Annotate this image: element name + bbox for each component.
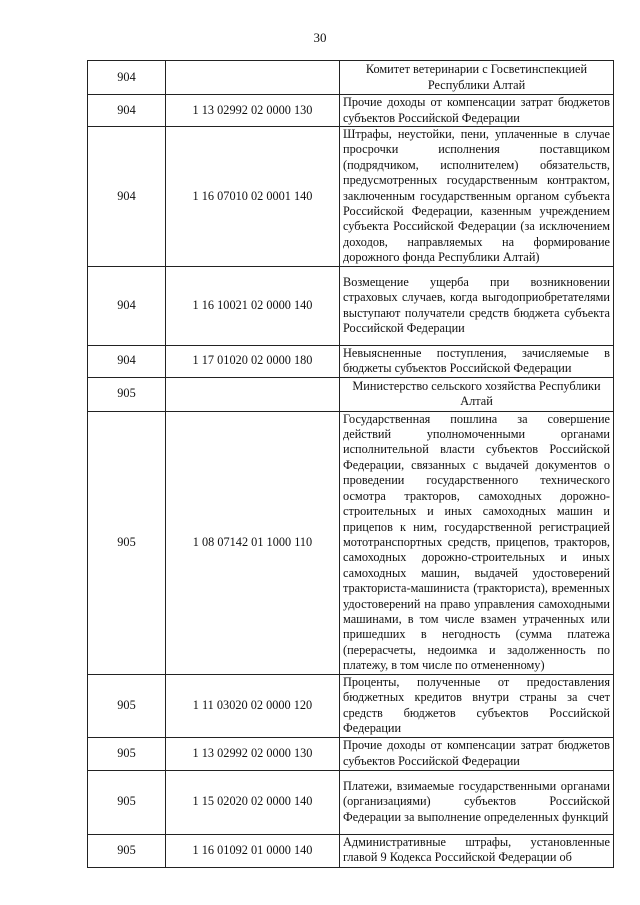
section-header-cell: Министерство сельского хозяйства Республики Алтай — [340, 377, 614, 411]
budget-code-cell: 1 11 03020 02 0000 120 — [166, 674, 340, 737]
budget-code-cell: 1 13 02992 02 0000 130 — [166, 95, 340, 127]
admin-code-cell: 904 — [88, 345, 166, 377]
table-row — [88, 95, 614, 127]
revenue-description-cell: Прочие доходы от компенсации затрат бюджетов субъектов Российской Федерации — [340, 737, 614, 770]
table-row — [88, 345, 614, 377]
budget-code-cell — [166, 377, 340, 411]
page-number: 30 — [313, 30, 327, 45]
admin-code-cell: 905 — [88, 737, 166, 770]
budget-code-cell: 1 16 10021 02 0000 140 — [166, 266, 340, 345]
table-row — [88, 61, 614, 95]
table-row — [88, 377, 614, 411]
admin-code-cell: 904 — [88, 61, 166, 95]
budget-code-cell: 1 08 07142 01 1000 110 — [166, 411, 340, 674]
revenue-description-cell: Штрафы, неустойки, пени, уплаченные в случае просрочки исполнения поставщиком (подрядчиком, исполнителем) обязательств, предусмотренных государственным контрактом, заключенным государственным органом субъекта Российской Федерации, казенным учреждением субъекта Российской Федерации (за исключением доходов, направляемых на формирование дорожного фонда Республики Алтай) — [340, 127, 614, 267]
revenue-description-cell: Проценты, полученные от предоставления бюджетных кредитов внутри страны за счет средств бюджетов субъектов Российской Федерации — [340, 674, 614, 737]
admin-code-cell: 905 — [88, 770, 166, 834]
section-header-cell: Комитет ветеринарии с Госветинспекцией Республики Алтай — [340, 61, 614, 95]
revenue-description-cell: Платежи, взимаемые государственными органами (организациями) субъектов Российской Федерации за выполнение определенных функций — [340, 770, 614, 834]
admin-code-cell: 904 — [88, 127, 166, 267]
admin-code-cell: 905 — [88, 377, 166, 411]
admin-code-cell: 905 — [88, 411, 166, 674]
budget-code-cell: 1 13 02992 02 0000 130 — [166, 737, 340, 770]
revenue-codes-table — [87, 60, 614, 868]
revenue-description-cell: Возмещение ущерба при возникновении страховых случаев, когда выгодоприобретателями выступают получатели средств бюджета субъекта Российской Федерации — [340, 266, 614, 345]
table-row — [88, 411, 614, 674]
admin-code-cell: 905 — [88, 834, 166, 867]
revenue-description-cell: Прочие доходы от компенсации затрат бюджетов субъектов Российской Федерации — [340, 95, 614, 127]
table-row — [88, 674, 614, 737]
admin-code-cell: 904 — [88, 95, 166, 127]
budget-code-cell: 1 16 07010 02 0001 140 — [166, 127, 340, 267]
table-row — [88, 266, 614, 345]
budget-code-cell: 1 17 01020 02 0000 180 — [166, 345, 340, 377]
budget-code-cell — [166, 61, 340, 95]
table-row — [88, 737, 614, 770]
revenue-description-cell: Государственная пошлина за совершение действий уполномоченными органами исполнительной власти субъектов Российской Федерации, связанных с выдачей документов о проведении государственного технического осмотра тракторов, самоходных дорожно-строительных и иных самоходных машин и прицепов к ним, государственной регистрацией мототранспортных средств, прицепов, тракторов, самоходных дорожно-строительных и иных самоходных машин, выдачей удостоверений тракториста-машиниста (тракториста), временных удостоверений на право управления самоходными машинами, в том числе взамен утраченных или пришедших в негодность (сумма платежа (перерасчеты, недоимка и задолженность по платежу, в том числе по отмененному) — [340, 411, 614, 674]
budget-code-cell: 1 15 02020 02 0000 140 — [166, 770, 340, 834]
budget-code-cell: 1 16 01092 01 0000 140 — [166, 834, 340, 867]
admin-code-cell: 904 — [88, 266, 166, 345]
table-row — [88, 770, 614, 834]
revenue-description-cell: Невыясненные поступления, зачисляемые в бюджеты субъектов Российской Федерации — [340, 345, 614, 377]
admin-code-cell: 905 — [88, 674, 166, 737]
table-row — [88, 834, 614, 867]
revenue-description-cell: Административные штрафы, установленные главой 9 Кодекса Российской Федерации об — [340, 834, 614, 867]
table-row — [88, 127, 614, 267]
